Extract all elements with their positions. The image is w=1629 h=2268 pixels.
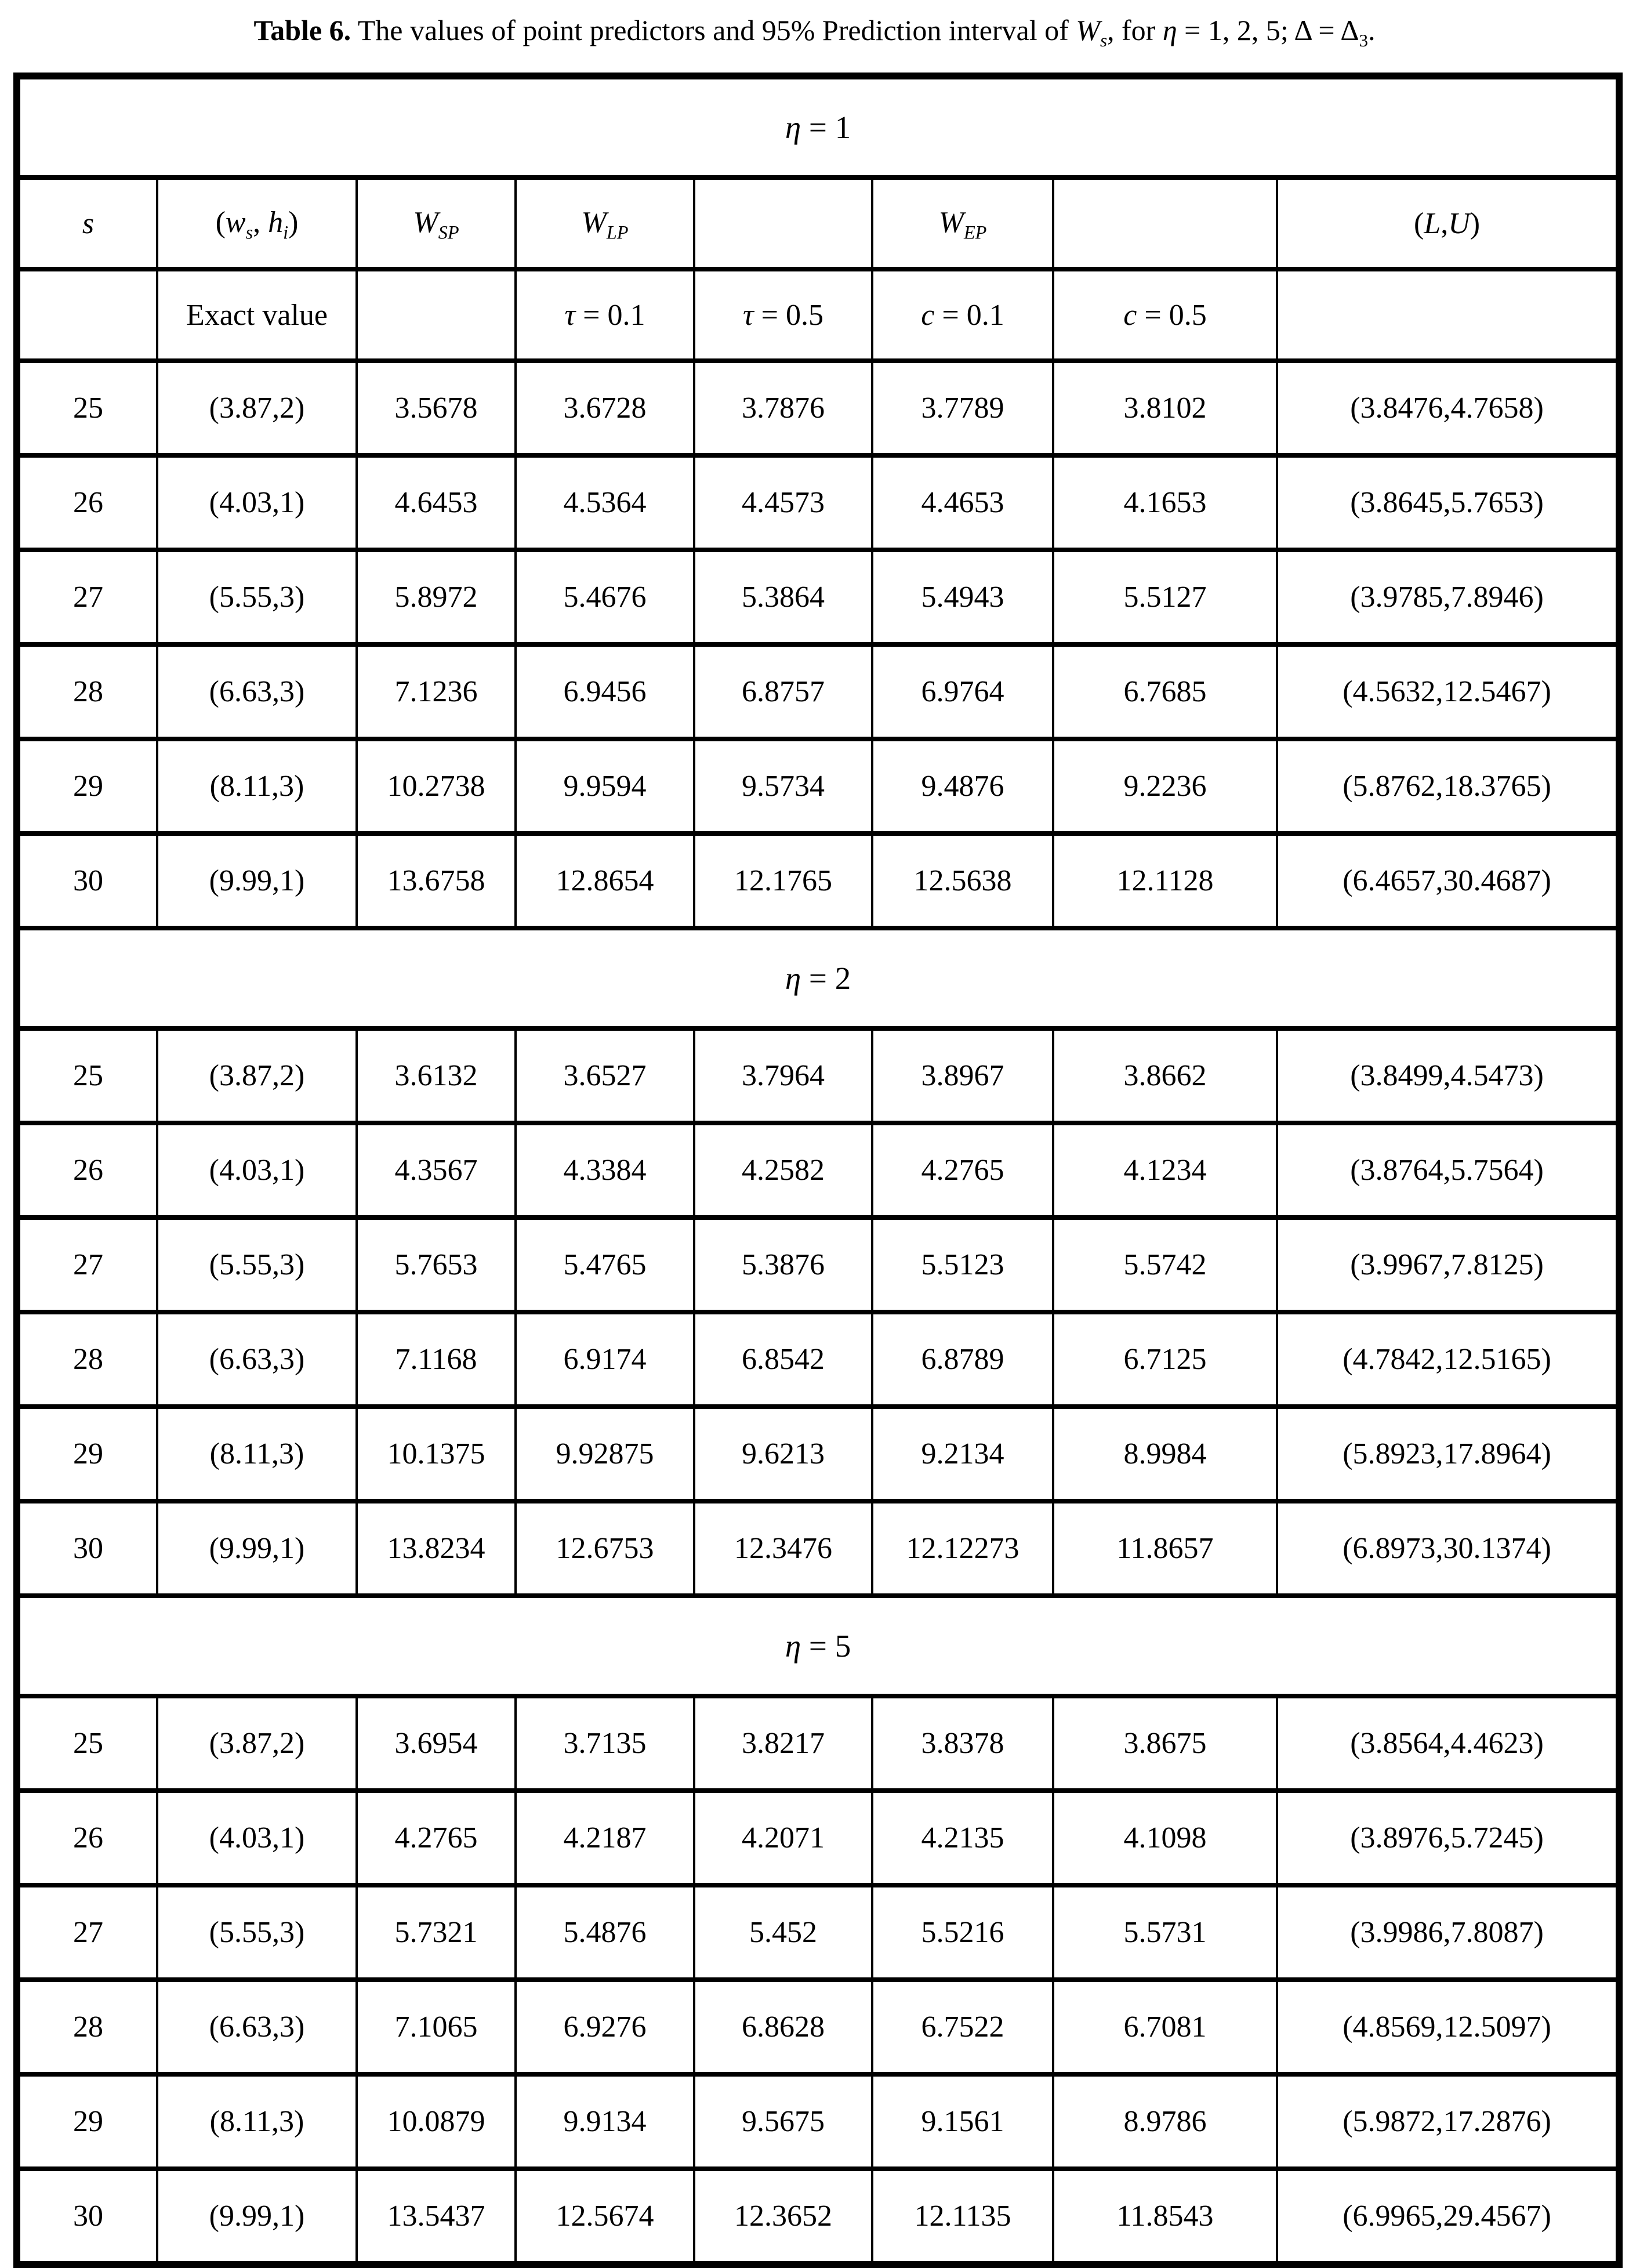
cell-exact-value: (9.99,1) xyxy=(157,834,357,928)
cell-wep-c01: 6.9764 xyxy=(872,644,1053,739)
eta-symbol: η xyxy=(1162,14,1177,46)
section-label: η = 5 xyxy=(17,1596,1619,1696)
table-row xyxy=(17,644,1619,739)
cell-wep-c05: 3.8102 xyxy=(1053,361,1277,455)
table-row xyxy=(17,1123,1619,1218)
s-symbol: s xyxy=(82,206,95,240)
cell-prediction-interval: (4.5632,12.5467) xyxy=(1277,644,1619,739)
cell-wsp: 5.7321 xyxy=(357,1885,516,1980)
cell-wlp-tau05: 9.5734 xyxy=(694,739,872,834)
cell-wlp-tau01: 4.2187 xyxy=(516,1791,694,1885)
section-band xyxy=(17,1596,1619,1696)
cell-s: 27 xyxy=(17,1218,157,1312)
cell-wep-c05: 4.1653 xyxy=(1053,455,1277,550)
header-c-01: c = 0.1 xyxy=(872,269,1053,361)
header-c-05: c = 0.5 xyxy=(1053,269,1277,361)
table-row xyxy=(17,1218,1619,1312)
caption-label: Table 6. xyxy=(253,14,351,46)
cell-wlp-tau05: 6.8542 xyxy=(694,1312,872,1407)
cell-prediction-interval: (3.9967,7.8125) xyxy=(1277,1218,1619,1312)
cell-s: 30 xyxy=(17,834,157,928)
cell-prediction-interval: (3.8764,5.7564) xyxy=(1277,1123,1619,1218)
cell-prediction-interval: (6.9965,29.4567) xyxy=(1277,2169,1619,2265)
cell-prediction-interval: (6.4657,30.4687) xyxy=(1277,834,1619,928)
cell-wep-c05: 9.2236 xyxy=(1053,739,1277,834)
eta-symbol: η xyxy=(785,1628,801,1664)
table-row xyxy=(17,1407,1619,1501)
cell-prediction-interval: (3.8976,5.7245) xyxy=(1277,1791,1619,1885)
cell-wlp-tau01: 3.6728 xyxy=(516,361,694,455)
cell-wsp: 10.0879 xyxy=(357,2074,516,2169)
cell-wsp: 13.8234 xyxy=(357,1501,516,1596)
cell-exact-value: (8.11,3) xyxy=(157,739,357,834)
cell-wlp-tau01: 9.9594 xyxy=(516,739,694,834)
header-tau-01: τ = 0.1 xyxy=(516,269,694,361)
cell-exact-value: (9.99,1) xyxy=(157,1501,357,1596)
cell-wep-c05: 5.5127 xyxy=(1053,550,1277,644)
cell-wlp-tau05: 12.3652 xyxy=(694,2169,872,2265)
cell-wsp: 3.6954 xyxy=(357,1696,516,1791)
table-row xyxy=(17,1312,1619,1407)
cell-wep-c05: 4.1098 xyxy=(1053,1791,1277,1885)
cell-wlp-tau05: 5.3876 xyxy=(694,1218,872,1312)
cell-wep-c05: 12.1128 xyxy=(1053,834,1277,928)
table-row xyxy=(17,2074,1619,2169)
cell-exact-value: (4.03,1) xyxy=(157,1791,357,1885)
cell-s: 26 xyxy=(17,455,157,550)
cell-s: 25 xyxy=(17,1028,157,1123)
cell-wlp-tau05: 6.8757 xyxy=(694,644,872,739)
cell-wep-c01: 6.7522 xyxy=(872,1980,1053,2074)
cell-wsp: 4.2765 xyxy=(357,1791,516,1885)
cell-exact-value: (9.99,1) xyxy=(157,2169,357,2265)
header-wep: $W_{EP}$ xyxy=(872,177,1053,269)
table-caption: Table 6. The values of point predictors and 95% Prediction interval of $W_s$, for η = 1, 2, 5; $\Delta = \Delta_3$. xyxy=(253,14,1376,50)
cell-exact-value: (5.55,3) xyxy=(157,1218,357,1312)
cell-wep-c05: 3.8662 xyxy=(1053,1028,1277,1123)
cell-wlp-tau01: 6.9276 xyxy=(516,1980,694,2074)
table-row xyxy=(17,550,1619,644)
cell-wep-c05: 6.7081 xyxy=(1053,1980,1277,2074)
cell-wep-c05: 11.8543 xyxy=(1053,2169,1277,2265)
table-row xyxy=(17,1501,1619,1596)
cell-wsp: 7.1065 xyxy=(357,1980,516,2074)
cell-wep-c01: 4.2135 xyxy=(872,1791,1053,1885)
cell-exact-value: (8.11,3) xyxy=(157,2074,357,2169)
cell-wsp: 4.3567 xyxy=(357,1123,516,1218)
cell-wep-c05: 6.7125 xyxy=(1053,1312,1277,1407)
cell-wep-c01: 3.7789 xyxy=(872,361,1053,455)
cell-wlp-tau01: 4.3384 xyxy=(516,1123,694,1218)
cell-wlp-tau01: 6.9456 xyxy=(516,644,694,739)
cell-wep-c01: 9.2134 xyxy=(872,1407,1053,1501)
cell-exact-value: (3.87,2) xyxy=(157,1028,357,1123)
cell-wlp-tau01: 9.92875 xyxy=(516,1407,694,1501)
cell-wlp-tau01: 12.8654 xyxy=(516,834,694,928)
cell-exact-value: (6.63,3) xyxy=(157,1980,357,2074)
eta-symbol: η xyxy=(785,961,801,996)
cell-wsp: 7.1168 xyxy=(357,1312,516,1407)
cell-wlp-tau01: 5.4765 xyxy=(516,1218,694,1312)
header2-blank-lu xyxy=(1277,269,1619,361)
cell-s: 29 xyxy=(17,739,157,834)
cell-prediction-interval: (4.8569,12.5097) xyxy=(1277,1980,1619,2074)
cell-wlp-tau05: 4.2071 xyxy=(694,1791,872,1885)
cell-prediction-interval: (3.8499,4.5473) xyxy=(1277,1028,1619,1123)
cell-exact-value: (4.03,1) xyxy=(157,455,357,550)
cell-wep-c01: 4.4653 xyxy=(872,455,1053,550)
cell-prediction-interval: (3.8476,4.7658) xyxy=(1277,361,1619,455)
cell-wlp-tau01: 12.5674 xyxy=(516,2169,694,2265)
cell-wlp-tau01: 9.9134 xyxy=(516,2074,694,2169)
cell-wep-c05: 6.7685 xyxy=(1053,644,1277,739)
cell-prediction-interval: (4.7842,12.5165) xyxy=(1277,1312,1619,1407)
cell-wlp-tau05: 3.7876 xyxy=(694,361,872,455)
cell-wep-c05: 4.1234 xyxy=(1053,1123,1277,1218)
cell-s: 27 xyxy=(17,550,157,644)
cell-wep-c05: 8.9984 xyxy=(1053,1407,1277,1501)
cell-wep-c05: 8.9786 xyxy=(1053,2074,1277,2169)
table-row xyxy=(17,1885,1619,1980)
predictors-table xyxy=(13,73,1623,2268)
cell-s: 30 xyxy=(17,2169,157,2265)
cell-wlp-tau05: 4.4573 xyxy=(694,455,872,550)
cell-wsp: 5.7653 xyxy=(357,1218,516,1312)
cell-wlp-tau05: 4.2582 xyxy=(694,1123,872,1218)
cell-wlp-tau01: 5.4676 xyxy=(516,550,694,644)
cell-exact-value: (5.55,3) xyxy=(157,550,357,644)
cell-wep-c01: 5.5216 xyxy=(872,1885,1053,1980)
w-symbol: W xyxy=(1076,14,1100,46)
cell-wep-c01: 3.8967 xyxy=(872,1028,1053,1123)
cell-exact-value: (4.03,1) xyxy=(157,1123,357,1218)
header-wlp: $W_{LP}$ xyxy=(516,177,694,269)
cell-wep-c01: 6.8789 xyxy=(872,1312,1053,1407)
cell-prediction-interval: (6.8973,30.1374) xyxy=(1277,1501,1619,1596)
table-row xyxy=(17,2169,1619,2265)
cell-s: 29 xyxy=(17,2074,157,2169)
eta-symbol: η xyxy=(785,110,801,145)
header-exact-value: Exact value xyxy=(157,269,357,361)
cell-exact-value: (6.63,3) xyxy=(157,644,357,739)
delta3-symbol: Δ xyxy=(1340,14,1359,46)
cell-s: 28 xyxy=(17,1980,157,2074)
table-row xyxy=(17,834,1619,928)
cell-wep-c01: 12.12273 xyxy=(872,1501,1053,1596)
cell-wep-c01: 5.4943 xyxy=(872,550,1053,644)
cell-wlp-tau05: 3.7964 xyxy=(694,1028,872,1123)
cell-s: 25 xyxy=(17,1696,157,1791)
cell-wlp-tau05: 12.1765 xyxy=(694,834,872,928)
cell-s: 26 xyxy=(17,1123,157,1218)
cell-wlp-tau05: 5.452 xyxy=(694,1885,872,1980)
header-row-2 xyxy=(17,269,1619,361)
header-blank-after-wep xyxy=(1053,177,1277,269)
header-row-1 xyxy=(17,177,1619,269)
header2-blank-wsp xyxy=(357,269,516,361)
cell-prediction-interval: (3.9785,7.8946) xyxy=(1277,550,1619,644)
cell-exact-value: (8.11,3) xyxy=(157,1407,357,1501)
cell-wsp: 10.2738 xyxy=(357,739,516,834)
header-s xyxy=(17,177,157,269)
cell-s: 29 xyxy=(17,1407,157,1501)
cell-wlp-tau01: 3.7135 xyxy=(516,1696,694,1791)
header-ws-hi: ($w_s$, $h_i$) xyxy=(157,177,357,269)
cell-wlp-tau05: 3.8217 xyxy=(694,1696,872,1791)
cell-wep-c01: 4.2765 xyxy=(872,1123,1053,1218)
table-row xyxy=(17,739,1619,834)
cell-wep-c05: 5.5742 xyxy=(1053,1218,1277,1312)
cell-prediction-interval: (3.9986,7.8087) xyxy=(1277,1885,1619,1980)
header-wsp: $W_{SP}$ xyxy=(357,177,516,269)
cell-wep-c01: 9.1561 xyxy=(872,2074,1053,2169)
cell-wep-c01: 5.5123 xyxy=(872,1218,1053,1312)
cell-s: 28 xyxy=(17,1312,157,1407)
cell-s: 30 xyxy=(17,1501,157,1596)
cell-prediction-interval: (5.8762,18.3765) xyxy=(1277,739,1619,834)
cell-wlp-tau01: 3.6527 xyxy=(516,1028,694,1123)
header-blank-after-wlp xyxy=(694,177,872,269)
cell-exact-value: (3.87,2) xyxy=(157,361,357,455)
header2-blank-s xyxy=(17,269,157,361)
section-label: η = 1 xyxy=(17,76,1619,177)
cell-wep-c05: 3.8675 xyxy=(1053,1696,1277,1791)
cell-wep-c01: 12.5638 xyxy=(872,834,1053,928)
cell-prediction-interval: (3.8645,5.7653) xyxy=(1277,455,1619,550)
cell-s: 26 xyxy=(17,1791,157,1885)
cell-exact-value: (5.55,3) xyxy=(157,1885,357,1980)
cell-wep-c05: 5.5731 xyxy=(1053,1885,1277,1980)
table-row xyxy=(17,455,1619,550)
table-row xyxy=(17,1696,1619,1791)
cell-wsp: 5.8972 xyxy=(357,550,516,644)
cell-s: 25 xyxy=(17,361,157,455)
cell-wlp-tau05: 6.8628 xyxy=(694,1980,872,2074)
cell-wlp-tau05: 5.3864 xyxy=(694,550,872,644)
header-lu: (L,U) xyxy=(1277,177,1619,269)
cell-wlp-tau01: 6.9174 xyxy=(516,1312,694,1407)
cell-wlp-tau05: 12.3476 xyxy=(694,1501,872,1596)
cell-wsp: 7.1236 xyxy=(357,644,516,739)
section-band xyxy=(17,76,1619,177)
cell-prediction-interval: (5.8923,17.8964) xyxy=(1277,1407,1619,1501)
cell-wlp-tau05: 9.5675 xyxy=(694,2074,872,2169)
cell-wlp-tau05: 9.6213 xyxy=(694,1407,872,1501)
cell-wsp: 10.1375 xyxy=(357,1407,516,1501)
cell-wep-c01: 9.4876 xyxy=(872,739,1053,834)
table-row xyxy=(17,1791,1619,1885)
cell-prediction-interval: (5.9872,17.2876) xyxy=(1277,2074,1619,2169)
table-row xyxy=(17,361,1619,455)
cell-wep-c01: 12.1135 xyxy=(872,2169,1053,2265)
delta-symbol: Δ xyxy=(1294,14,1311,46)
cell-prediction-interval: (3.8564,4.4623) xyxy=(1277,1696,1619,1791)
cell-wsp: 3.5678 xyxy=(357,361,516,455)
cell-s: 27 xyxy=(17,1885,157,1980)
cell-wsp: 13.6758 xyxy=(357,834,516,928)
header-tau-05: τ = 0.5 xyxy=(694,269,872,361)
cell-wep-c05: 11.8657 xyxy=(1053,1501,1277,1596)
cell-exact-value: (6.63,3) xyxy=(157,1312,357,1407)
cell-wsp: 13.5437 xyxy=(357,2169,516,2265)
cell-wep-c01: 3.8378 xyxy=(872,1696,1053,1791)
cell-wsp: 4.6453 xyxy=(357,455,516,550)
section-band xyxy=(17,928,1619,1028)
cell-wlp-tau01: 5.4876 xyxy=(516,1885,694,1980)
cell-exact-value: (3.87,2) xyxy=(157,1696,357,1791)
cell-wlp-tau01: 12.6753 xyxy=(516,1501,694,1596)
cell-s: 28 xyxy=(17,644,157,739)
section-label: η = 2 xyxy=(17,928,1619,1028)
cell-wlp-tau01: 4.5364 xyxy=(516,455,694,550)
table-row xyxy=(17,1028,1619,1123)
table-row xyxy=(17,1980,1619,2074)
cell-wsp: 3.6132 xyxy=(357,1028,516,1123)
